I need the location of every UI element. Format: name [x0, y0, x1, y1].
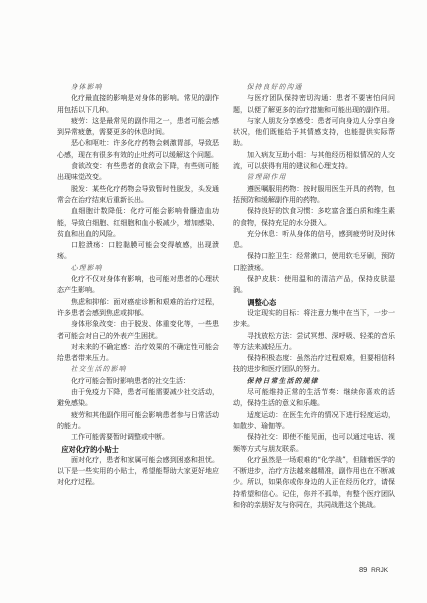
page-number: 89 [359, 565, 368, 574]
paragraph-skin-care: 保护皮肤：使用温和的清洁产品，保持皮肤湿润。 [233, 275, 395, 295]
section-heading-routine: 保持日常生活的规律 [246, 376, 319, 385]
paragraph-rest: 充分休息：听从身体的信号，感到疲劳时及时休息。 [233, 229, 395, 250]
paragraph-tips-intro: 面对化疗，患者和家属可能会感到困惑和担忧。以下是一些实用的小贴士，希望能帮助大家更好地应对化疗过程。 [57, 455, 219, 487]
paragraph-appetite: 食欲改变：有些患者的食欲会下降，有些则可能出现味觉改变。 [57, 162, 219, 182]
paragraph-support-group: 加入病友互助小组：与其他经历相似情况的人交流，可以获得有用的建议和心理支持。 [233, 150, 395, 171]
paragraph-social-intro: 化疗可能会暂时影响患者的社交生活： [71, 376, 190, 385]
paragraph-medication: 遵医嘱服用药物：按时服用医生开具的药物，包括预防和缓解副作用的药物。 [233, 184, 395, 204]
paragraph-normal-rhythm: 尽可能维持正常的生活节奏：继续你喜欢的活动，保持生活的意义和乐趣。 [233, 388, 395, 408]
paragraph-daily-activities: 疲劳和其他副作用可能会影响患者参与日常活动的能力。 [57, 410, 219, 430]
paragraph-conclusion: 化疗虽然是一场艰难的“化学战”，但随着医学的不断进步，治疗方法越来越精准，副作用也在不断减少。所以，如果你或你身边的人正在经历化疗，请保持希望和信心。记住，你并不孤单，有整个医疗团队和你的亲朋好友与你同在，共同战胜这个挑战。 [233, 455, 395, 509]
section-heading-tips: 应对化疗的小贴士 [61, 444, 119, 454]
paragraph-mouth-ulcers: 口腔溃疡：口腔黏膜可能会变得敏感，出现溃疡。 [57, 241, 219, 261]
section-heading-physical: 身体影响 [70, 83, 103, 91]
paragraph-uncertainty: 对未来的不确定感：治疗效果的不确定性可能会给患者带来压力。 [57, 342, 219, 363]
paragraph-diet: 保持良好的饮食习惯：多吃富含蛋白质和维生素的食物，保持充足的水分摄入。 [233, 207, 395, 227]
section-heading-psychological: 心理影响 [70, 263, 103, 272]
paragraph-stay-social: 保持社交：即使不能见面，也可以通过电话、视频等方式与朋友联系。 [233, 433, 395, 453]
section-heading-communication: 保持良好的沟通 [246, 83, 303, 91]
running-tag: RRJK [371, 567, 389, 574]
paragraph-oral-hygiene: 保持口腔卫生：经常漱口，使用软毛牙刷，预防口腔溃疡。 [233, 252, 395, 272]
paragraph-blood-count: 血细胞计数降低：化疗可能会影响骨髓造血功能，导致白细胞、红细胞和血小板减少，增加感染、贫血和出血的风险。 [57, 207, 219, 238]
paragraph-positive-attitude: 保持积极态度：虽然治疗过程艰难，但要相信科技的进步和医疗团队的努力。 [233, 354, 395, 374]
section-heading-mindset: 调整心态 [247, 297, 277, 307]
paragraph-hair-loss: 脱发：某些化疗药物会导致暂时性脱发，头发通常会在治疗结束后重新长出。 [57, 184, 219, 204]
paragraph-immunity: 由于免疫力下降，患者可能需要减少社交活动，避免感染。 [57, 388, 219, 408]
paragraph-exercise: 适度运动：在医生允许的情况下进行轻度运动，如散步、瑜伽等。 [233, 410, 395, 430]
right-column [233, 82, 395, 511]
paragraph-nausea: 恶心和呕吐：许多化疗药物会刺激胃部，导致恶心感，现在有很多有效的止吐药可以缓解这个问题。 [57, 139, 219, 159]
paragraph-physical-intro: 化疗最直接的影响是对身体的影响。常见的副作用包括以下几种。 [57, 94, 219, 114]
left-column [57, 82, 219, 489]
section-heading-social: 社交生活的影响 [70, 365, 127, 374]
paragraph-fatigue: 疲劳：这是最常见的副作用之一，患者可能会感到异常疲惫，需要更多的休息时间。 [57, 116, 219, 137]
paragraph-relaxation: 寻找放松方法：尝试冥想、深呼吸、轻柔的音乐等方法来减轻压力。 [233, 331, 395, 351]
paragraph-anxiety: 焦虑和抑郁：面对癌症诊断和艰难的治疗过程，许多患者会感到焦虑或抑郁。 [57, 297, 219, 317]
paragraph-psychological-intro: 化疗不仅对身体有影响，也可能对患者的心理状态产生影响。 [57, 275, 219, 295]
paragraph-family-friends: 与家人朋友分享感受：患者可向身边人分享自身状况，他们既能给予其情感支持，也能提供实际帮助。 [233, 116, 395, 148]
section-heading-side-effects: 管理副作用 [246, 173, 287, 182]
paragraph-realistic-goals: 设定现实的目标：将注意力集中在当下，一步一步来。 [233, 308, 395, 329]
paragraph-work: 工作可能需要暂时调整或中断。 [71, 433, 169, 442]
page-footer [359, 565, 388, 574]
paragraph-body-image: 身体形象改变：由于脱发、体重变化等，一些患者可能会对自己的外表产生困扰。 [57, 320, 219, 340]
paragraph-medical-team: 与医疗团队保持密切沟通：患者不要害怕问问题，以便了解更多的治疗措施和可能出现的副作用。 [233, 94, 395, 114]
